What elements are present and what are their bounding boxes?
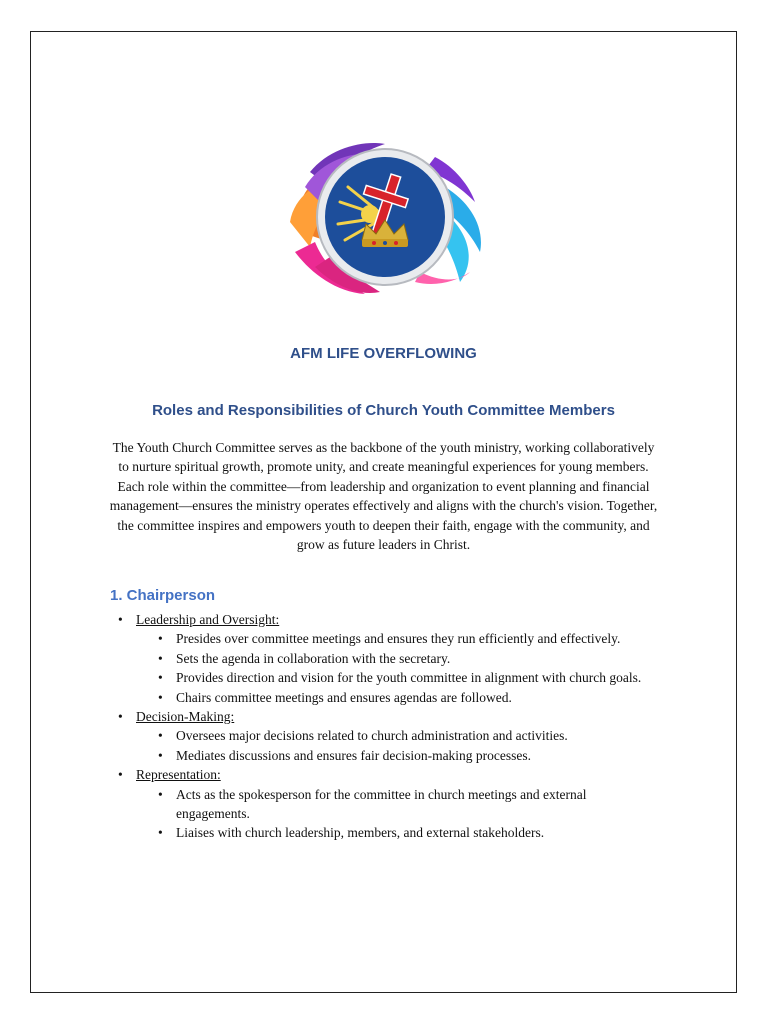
list-item: • Oversees major decisions related to church administration and activities. [158, 726, 658, 745]
responsibilities-list [118, 610, 658, 843]
section-heading: 1. Chairperson [110, 587, 216, 604]
sub-list [136, 726, 658, 765]
list-item: • Acts as the spokesperson for the committee in church meetings and external engagements. [158, 785, 658, 824]
list-item: • Liaises with church leadership, members, and external stakeholders. [158, 823, 658, 842]
category-label: Leadership and Oversight: [136, 612, 280, 627]
document-title: Roles and Responsibilities of Church Youth Committee Members [152, 402, 615, 419]
category-item [118, 610, 658, 707]
list-item: • Mediates discussions and ensures fair decision-making processes. [158, 746, 658, 765]
list-item: • Provides direction and vision for the youth committee in alignment with church goals. [158, 668, 658, 687]
afm-church-emblem-icon [270, 132, 500, 302]
list-item: • Chairs committee meetings and ensures agendas are followed. [158, 688, 658, 707]
org-name: AFM LIFE OVERFLOWING [290, 345, 477, 362]
list-item: • Presides over committee meetings and ensures they run efficiently and effectively. [158, 629, 658, 648]
logo [270, 132, 500, 302]
sub-list [136, 785, 658, 843]
category-label: Representation: [136, 767, 221, 783]
category-item [118, 707, 658, 765]
category-label: Decision-Making: [136, 709, 235, 725]
category-item [118, 765, 658, 843]
sub-list [136, 629, 658, 707]
list-item: • Sets the agenda in collaboration with the secretary. [158, 649, 658, 668]
intro-paragraph: The Youth Church Committee serves as the backbone of the youth ministry, working collaboratively to nurture spiritual growth, promote unity, and create meaningful experiences for young members. Each role within the committee—from leadership and organization to event planning and financial management—ensures the ministry operates effectively and aligns with the church's vision. Together, the committee inspires and empowers youth to deepen their faith, engage with the community, and grow as future leaders in Christ. [109, 440, 658, 553]
